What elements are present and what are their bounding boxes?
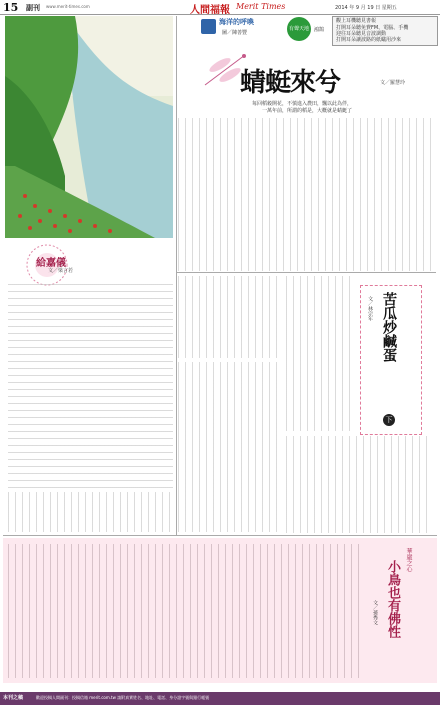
- feature-author: 文／羅慧玲: [380, 80, 406, 86]
- article-body-text: [178, 362, 278, 532]
- notice-line: 觀上耳機聽見書報: [336, 18, 377, 24]
- article-body-text: [286, 276, 356, 431]
- site-url: www.merit-times.com: [46, 4, 90, 9]
- audio-caption: 鴻鵠: [314, 27, 325, 33]
- row-divider: [177, 272, 436, 273]
- bitter-melon-title: 苦瓜炒鹹蛋: [381, 292, 397, 362]
- poem-body-text: [8, 284, 173, 489]
- bitter-melon-header: [360, 285, 422, 435]
- brand-logo-cn: 人間福報: [190, 5, 230, 16]
- row-divider: [3, 535, 437, 536]
- bitter-melon-author: 文／林宗年: [367, 296, 373, 321]
- poem-author: 文／梁言若: [48, 268, 74, 274]
- bird-author: 文／孫秀文: [372, 600, 378, 625]
- page-number: 15: [3, 1, 19, 14]
- bird-series-label: 華嚴之心: [405, 548, 412, 572]
- column-divider: [176, 16, 177, 536]
- feature-title: 蜻蜓來兮: [240, 68, 341, 98]
- section-label: 副刊: [26, 4, 40, 12]
- photo-caption-credit: 圖／陳善豐: [222, 30, 248, 36]
- footer-text: 歡迎投稿人間副刊：投稿信箱 merit.com.tw 請附真實姓名、地址、電話、身分證字號與銀行帳號: [36, 695, 210, 700]
- article-body-text: [178, 276, 278, 358]
- notice-line: 打開耳朵聽免費FM、電腦、手機: [336, 25, 409, 31]
- audio-badge: 有聲天地: [287, 17, 311, 41]
- article-body-text: [286, 436, 428, 533]
- issue-date: 2014 年 9 月 19 日 星期五: [335, 5, 397, 11]
- notice-line: 打開耳朵讓波路的紙蟻用沙來: [336, 37, 402, 43]
- coastal-painting: [5, 16, 173, 238]
- photo-caption-title: 海洋的呼喚: [219, 18, 254, 26]
- bird-article-body-text: [8, 544, 360, 678]
- article-body-text: [8, 492, 173, 532]
- feature-body-text: [178, 118, 436, 271]
- feature-deck: 每回稻穀開花，不慎進入農田，飄以此為伴，: [252, 101, 353, 107]
- brand-logo-en: Merit Times: [236, 2, 286, 11]
- bird-title: 小鳥也有佛性: [385, 560, 400, 638]
- part-badge: 下: [383, 414, 395, 426]
- notice-line: 迎往耳朵聽見音波調動: [336, 31, 387, 37]
- photo-badge-icon: [201, 19, 216, 34]
- poem-title: 給嘉儀: [36, 258, 66, 269]
- feature-deck: 一萬年前，所謂的稻是，大概就是蜻蜓了: [262, 108, 353, 114]
- footer-label: 本刊之稿: [3, 695, 24, 701]
